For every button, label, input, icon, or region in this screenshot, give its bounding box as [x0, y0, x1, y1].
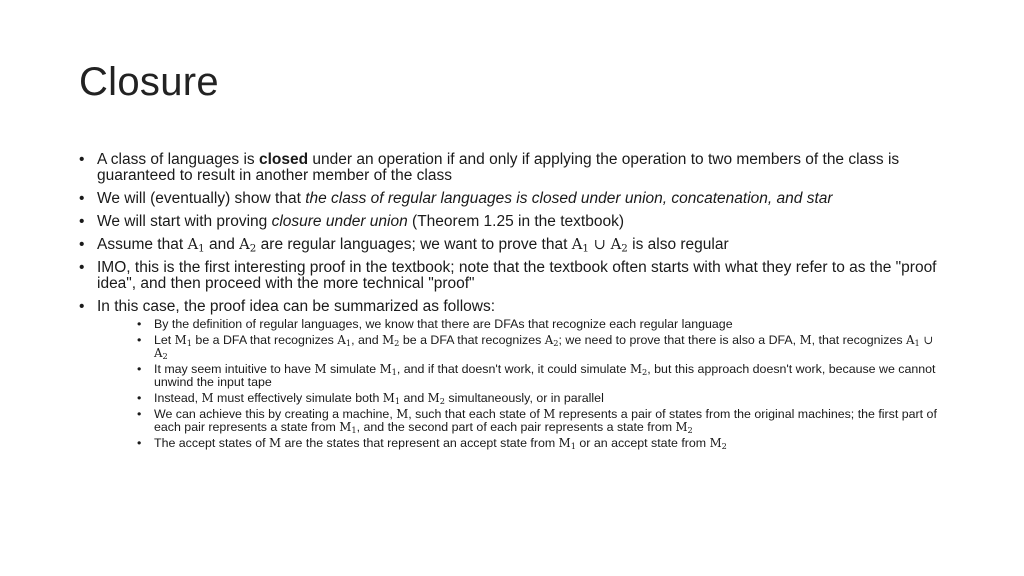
- sub-bullet-intuitive: • It may seem intuitive to have M simulate $M_1$, and if that doesn't work, it could simulate $M_2$, but this approach doesn't work, because we cannot unwind the input tape: [137, 362, 936, 389]
- math-M: M: [201, 391, 214, 405]
- math-M1: $M_1$: [382, 391, 401, 407]
- math-M: M: [269, 436, 282, 450]
- bullet-imo-proof: • IMO, this is the first interesting proof in the textbook; note that the textbook often starts with what they refer to as the "proof idea", and then proceed with the more technical "proof": [79, 259, 937, 292]
- math-A1-union-A2: $A_1$ ∪ $A_2$: [154, 333, 934, 362]
- sub-bullet-dot: •: [137, 333, 142, 347]
- math-A1-union-A2: $A_1$ ∪ $A_2$: [571, 236, 628, 255]
- sub-bullet-dot: •: [137, 436, 142, 450]
- bullet-dot: •: [79, 236, 85, 253]
- sub-bullet-definition: • By the definition of regular languages, we know that there are DFAs that recognize each regular language: [137, 317, 733, 331]
- math-M1: $M_1$: [379, 362, 397, 378]
- bullet-eventually-show: • We will (eventually) show that the class of regular languages is closed under union, concatenation, and star: [79, 190, 833, 207]
- math-A2: $A_2$: [239, 236, 257, 255]
- math-A1: $A_1$: [337, 333, 352, 349]
- bullet-dot: •: [79, 298, 85, 315]
- math-M1: $M_1$: [174, 333, 192, 349]
- bullet-assume-regular: • Assume that $A_1$ and $A_2$ are regular languages; we want to prove that $A_1$ ∪ $A_2$ is also regular: [79, 236, 729, 255]
- slide-title: Closure: [79, 60, 219, 104]
- math-M: M: [799, 333, 812, 347]
- math-A1: $A_1$: [187, 236, 205, 255]
- sub-bullet-dot: •: [137, 391, 142, 405]
- math-M2: $M_2$: [382, 333, 400, 349]
- italic-claim: the class of regular languages is closed under union, concatenation, and star: [305, 190, 833, 207]
- sub-bullet-dot: •: [137, 362, 142, 376]
- math-M: M: [396, 407, 409, 421]
- bullet-dot: •: [79, 190, 85, 207]
- bullet-closed-definition: • A class of languages is closed under an operation if and only if applying the operation to two members of the class is guaranteed to result in another member of the class: [79, 151, 900, 184]
- math-M2: $M_2$: [675, 420, 693, 436]
- bullet-proof-idea: • In this case, the proof idea can be summarized as follows: • By the definition of regular languages, we know that there are DFAs that recognize each regular language • Let $M_1$ be a DFA that recognizes $A_1$, and $M_2$ be a DFA that recognizes $A_2$; we need to prove that there is also a DFA, M, that recognizes $A_1$ ∪ $A_2$ • It may seem intuitive to have M simulate $M_1$, and if that doesn't work, it could simulate $M_2$, but this approach doesn't work, because we cannot unwind the input tape • Instead, M must effectively simulate both $M_1$ and $M_2$ simultaneously, or in parallel • We can achieve this by creating a machine, M, such that each state of M represents a pair of states from the original machines; the first part of each pair represents a state from $M_1$, and the second part of each pair represents a state from $M_2$ • The accept states of M are the states that represent an accept state from $M_1$ or an accept state from $M_2$: [79, 299, 949, 450]
- sub-bullet-dot: •: [137, 407, 142, 421]
- math-M1: $M_1$: [339, 420, 357, 436]
- math-M1: $M_1$: [558, 436, 576, 452]
- bullet-closure-under-union: • We will start with proving closure under union (Theorem 1.25 in the textbook): [79, 213, 624, 230]
- sub-bullet-let-m1: • Let $M_1$ be a DFA that recognizes $A_1$, and $M_2$ be a DFA that recognizes $A_2$; we need to prove that there is also a DFA, M, that recognizes $A_1$ ∪ $A_2$: [137, 333, 934, 362]
- bullet-dot: •: [79, 213, 85, 230]
- bullet-dot: •: [79, 151, 85, 168]
- sub-bullet-dot: •: [137, 317, 142, 331]
- sub-bullet-accept-states: • The accept states of M are the states that represent an accept state from $M_1$ or an accept state from $M_2$: [137, 436, 727, 452]
- sub-bullet-parallel: • Instead, M must effectively simulate both $M_1$ and $M_2$ simultaneously, or in parallel: [137, 391, 604, 407]
- sub-bullet-pair-states: • We can achieve this by creating a machine, M, such that each state of M represents a pair of states from the original machines; the first part of each pair represents a state from $M_1$, and the second part of each pair represents a state from $M_2$: [137, 407, 937, 436]
- math-M: M: [543, 407, 556, 421]
- bold-closed: closed: [259, 151, 309, 168]
- sub-bullet-list: [97, 318, 949, 450]
- italic-closure-union: closure under union: [271, 213, 408, 230]
- math-M2: $M_2$: [427, 391, 445, 407]
- bullet-list: [79, 152, 949, 457]
- math-M2: $M_2$: [709, 436, 727, 452]
- math-M2: $M_2$: [629, 362, 648, 378]
- math-M: M: [314, 362, 327, 376]
- math-A2: $A_2$: [544, 333, 559, 349]
- bullet-dot: •: [79, 259, 85, 276]
